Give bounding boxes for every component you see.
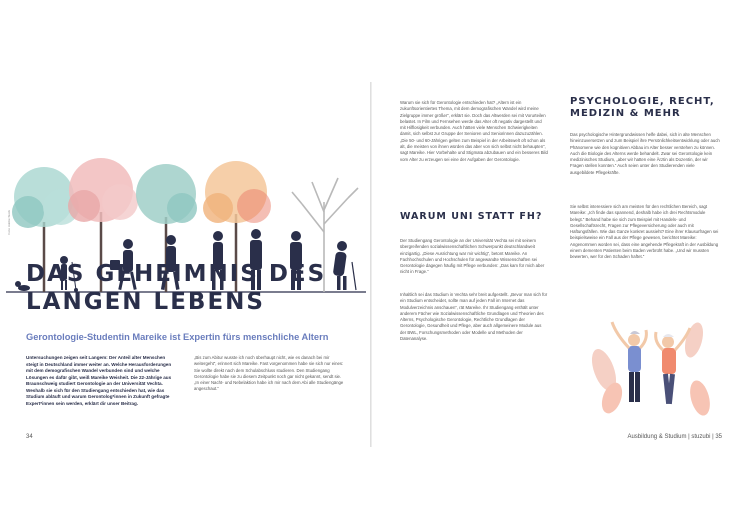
- right-page: [372, 82, 740, 447]
- heading-psychology: [570, 96, 730, 120]
- body-column-right-2: Der Studiengang Gerontologie an der Universität Vechta sei mit seinem übergreifenden sozialwissenschaftlichen Schwerpunkt deutschlandweit einzigartig. „Diese Ausrichtung war mir wichtig“, betont Mareike. An Fachhochschulen und Hochschulen für angewandte Wissenschaften sei Gerontologie dagegen häufig mit Pflege verbunden: „Das kam für mich aber nicht in Frage.“: [400, 238, 545, 275]
- lead-paragraph: Untersuchungen zeigen seit Langem: Der Anteil alter Menschen steigt in Deutschland immer weiter an. Welche Herausforderungen mit dem demografischen Wandel verbunden sind und welche Lösungen es dafür gibt, weiß Mareike Weisheit. Die 22-Jährige aus Braunschweig studiert Gerontologie an der Universität Vechta. Weshalb sie sich für den Studiengang entschieden hat, wie das Studium abläuft und warum Gerontolog*innen in Zukunft gefragte Expert*innen sein werden, erklärt dir unser Beitrag.: [26, 355, 172, 406]
- article-subtitle: Gerontologie-Studentin Mareike ist Expertin fürs menschliche Altern: [26, 332, 329, 342]
- body-column-right-3: Inhaltlich sei das Studium in Vechta sehr breit aufgestellt. „Bevor man sich für ein Studium entscheidet, sollte man auf jeden Fall im Internet das Modulverzeichnis anschauen“, rät Mareike. Ihr Studiengang enthält unter anderem Fächer wie Sozialwissenschaftliche Grundlagen und Theorien des Alterns, Psychologische Gerontologie, Rechtliche Grundlagen der Gerontologie, Gesundheit und Pflege, aber auch allgemeinere Module aus der BWL, Forschungsmethoden oder Modelle und Methoden der Datenanalyse.: [400, 292, 548, 342]
- seniors-exercising-illustration: [582, 300, 732, 420]
- footer-separator-1: |: [688, 434, 692, 440]
- footer-brand: stuzubi: [691, 434, 711, 440]
- footer-separator-2: |: [712, 434, 716, 440]
- body-column-left: „Bis zum Abitur wusste ich noch überhaupt nicht, wie es danach bei mir weitergeht“, erinnert sich Mareike. Fast vorgenommen habe sie sich nur eines: Sie wollte direkt nach dem Schulabschluss studieren. Den Studiengang Gerontologie habe sie zu diesem Zeitpunkt noch gar nicht gekannt, sendt sie. „In einer Nacht- und Nebelaktion habe ich mir nach dem Abi alle Studiengänge angeschaut.“: [194, 355, 344, 392]
- article-title: [26, 260, 356, 316]
- heading-why-uni: WARUM UNI STATT FH?: [400, 211, 543, 222]
- body-column-right-4: Das psychologische Hintergrundwissen helfe dabei, sich in alte Menschen hineinzuversetzen und zum Beispiel ihre Persönlichkeitsentwicklung oder auch Phänomene wie den kognitiven Abbau im Alter besser verstehen zu können. Auch die Biologie des Alterns werde behandelt. Zwar sei Gerontologie kein medizinisches Studium, „aber wir hatten eine Ärztin als Dozentin, der wir Fragen stellen konnten.“ Auch seien unter den Studierenden viele ausgebildete Pflegekräfte.: [570, 132, 720, 175]
- magazine-spread: [6, 82, 740, 447]
- title-line-2: LANGEN LEBENS: [26, 289, 265, 315]
- heading-psychology-line-1: PSYCHOLOGIE, RECHT,: [570, 96, 715, 107]
- page-footer-right: [627, 434, 722, 440]
- left-page: [6, 82, 370, 447]
- page-number-right: 35: [715, 434, 722, 440]
- body-column-right-5: Sie selbst interessiere sich am meisten für den rechtlichen Bereich, sagt Mareike: „Ich finde das spannend, deshalb habe ich drei Rechtsmodule belegt.“ Behand habe sie sich zum Beispiel mit Handels- und Gesellschaftsrecht, Fragen zur Pflegeversicherung oder auch mit Haftungsfällen. Wie das Ganze konkret aussieht? Eine ihrer Klausurfragen sei beispielsweise ein Fall aus der Pflege gewesen, berichtet Mareike: Angenommen worden sei, dass eine angehende Pflegekraft in der Ausbildung einem dementen Patienten beim Baden verbrüht habe. „Und wir mussten bewerten, wer für den Schaden haftet.“: [570, 204, 719, 260]
- photo-credit: Foto: Adobe Stock: [7, 210, 11, 235]
- title-line-1: DAS GEHEIMNIS DES: [26, 261, 327, 287]
- heading-psychology-line-2: MEDIZIN & MEHR: [570, 108, 681, 119]
- page-number-left: 34: [26, 434, 33, 440]
- footer-section: Ausbildung & Studium: [627, 434, 687, 440]
- body-column-right-1: Warum sie sich für Gerontologie entschieden hat? „Altern ist ein zukunftsorientiertes Thema, mit dem demografischen Wandel wird meine Zielgruppe immer größer“, erklärt sie. Doch das Altwerden sei mit Vorurteilen belastet. In Film und Fernsehen werde das Alter oft negativ dargestellt und mit Hilflosigkeit verbunden. Auch hätten viele Menschen Schwierigkeiten damit, sich selbst zur Gruppe der Senioren und Seniorinnen dazuzuzählen. „Die 50- und 60-Jährigen gelten zum Beispiel in der Arbeitswelt oft schon als alt, die meisten von ihnen würden das aber von sich selbst nicht behaupten“, sagt Mareike. Hier Vorbehalte und Stigmata abzubauen und ein besseres Bild vom Alter zu erzeugen sei eine der Aufgaben der Gerontologie.: [400, 100, 548, 162]
